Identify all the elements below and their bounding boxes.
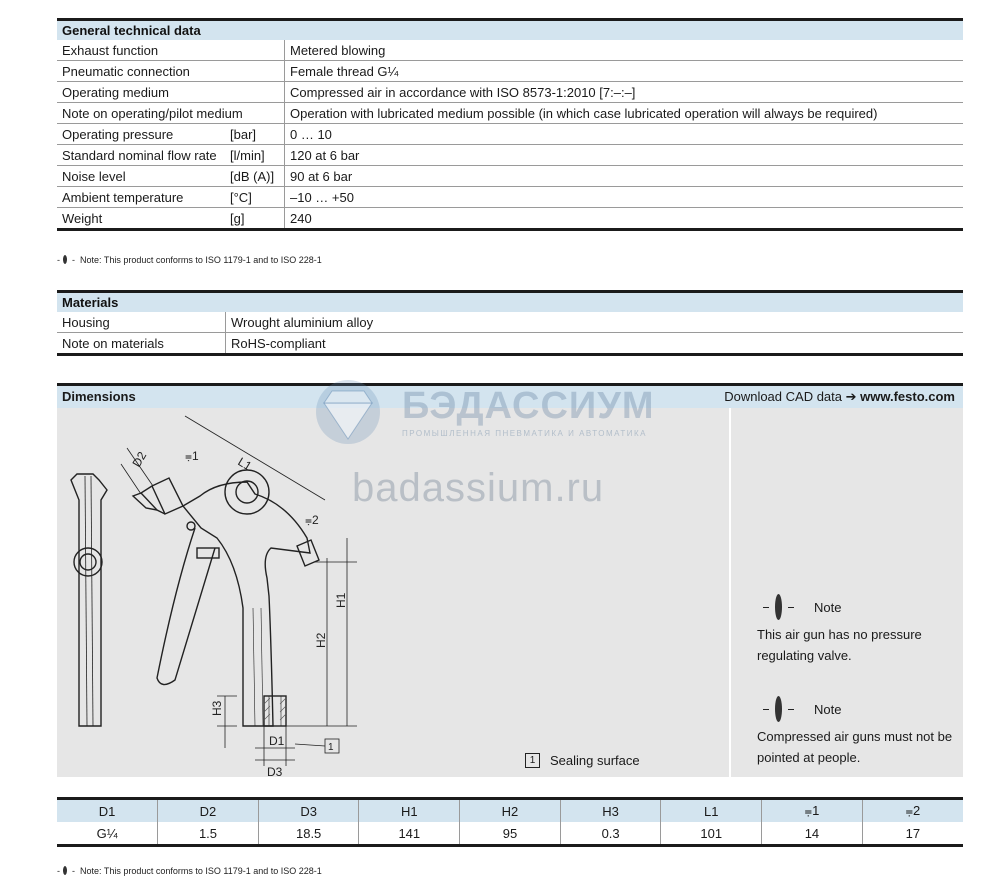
- table-row: Note on materials RoHS-compliant: [57, 333, 963, 355]
- d3-label: D3: [267, 765, 283, 777]
- materials-section: [57, 290, 963, 356]
- table-row: Exhaust function Metered blowing: [57, 40, 963, 61]
- table-row: G¼ 1.5 18.5 141 95 0.3 101 14 17: [57, 822, 963, 846]
- table-row: Noise level [dB (A)] 90 at 6 bar: [57, 166, 963, 187]
- diamond-logo-icon: [310, 377, 386, 447]
- dimensions-panel: [57, 408, 963, 777]
- d1-label: D1: [269, 734, 285, 748]
- download-cad-link[interactable]: Download CAD data ➔ www.festo.com: [724, 389, 955, 404]
- nozzle: [152, 478, 183, 514]
- wrench-2-label: ⩦2: [305, 513, 319, 527]
- dimension-values-table: [57, 797, 963, 847]
- gun-body: [183, 482, 310, 726]
- materials-title: Materials: [57, 290, 963, 312]
- table-row: Operating medium Compressed air in accordance with ISO 8573-1:2010 [7:–:–]: [57, 82, 963, 103]
- table-row: Ambient temperature [°C] –10 … +50: [57, 187, 963, 208]
- column-divider: [729, 408, 731, 777]
- sealing-surface-legend: 1 Sealing surface: [525, 753, 640, 768]
- general-footnote: - - Note: This product conforms to ISO 1179-1 and to ISO 228-1: [57, 255, 322, 265]
- note-not-point-at-people: Note Compressed air guns must not be pointed at people.: [757, 696, 952, 768]
- table-row: Note on operating/pilot medium Operation with lubricated medium possible (in which case lubricated operation will always be required): [57, 103, 963, 124]
- mark-label: 1: [328, 742, 334, 753]
- side-view-body: [71, 474, 107, 726]
- table-row: Pneumatic connection Female thread G¼: [57, 61, 963, 82]
- h3-label: H3: [210, 700, 224, 716]
- table-header-row: D1 D2 D3 H1 H2 H3 L1 ⩦1 ⩦2: [57, 799, 963, 823]
- air-gun-drawing: [57, 408, 729, 777]
- table-row: Housing Wrought aluminium alloy: [57, 312, 963, 333]
- note-icon: [63, 866, 67, 875]
- note-no-regulating-valve: Note This air gun has no pressure regulating valve.: [757, 594, 922, 666]
- general-technical-data-table: [57, 40, 963, 231]
- note-icon: [775, 696, 782, 722]
- general-technical-data-section: [57, 18, 963, 231]
- table-row: Standard nominal flow rate [l/min] 120 at 6 bar: [57, 145, 963, 166]
- l1-label: L1: [235, 454, 255, 474]
- d2-label: D2: [129, 449, 150, 470]
- note-icon: [63, 255, 67, 264]
- dimension-footnote: - - Note: This product conforms to ISO 1179-1 and to ISO 228-1: [57, 866, 322, 876]
- h2-label: H2: [314, 632, 328, 648]
- watermark-logo: БЭДАССИУМ ПРОМЫШЛЕННАЯ ПНЕВМАТИКА И АВТОМАТИКА: [310, 377, 690, 447]
- wrench-1-label: ⩦1: [185, 449, 199, 463]
- note-icon: [775, 594, 782, 620]
- trigger: [157, 528, 215, 685]
- h1-label: H1: [334, 592, 348, 608]
- table-row: Operating pressure [bar] 0 … 10: [57, 124, 963, 145]
- dimensions-title: Dimensions: [62, 389, 136, 404]
- watermark-url: badassium.ru: [352, 466, 605, 510]
- materials-table: [57, 312, 963, 356]
- l1-dimension-line: [185, 416, 325, 500]
- general-technical-data-title: General technical data: [57, 18, 963, 40]
- table-row: Weight [g] 240: [57, 208, 963, 230]
